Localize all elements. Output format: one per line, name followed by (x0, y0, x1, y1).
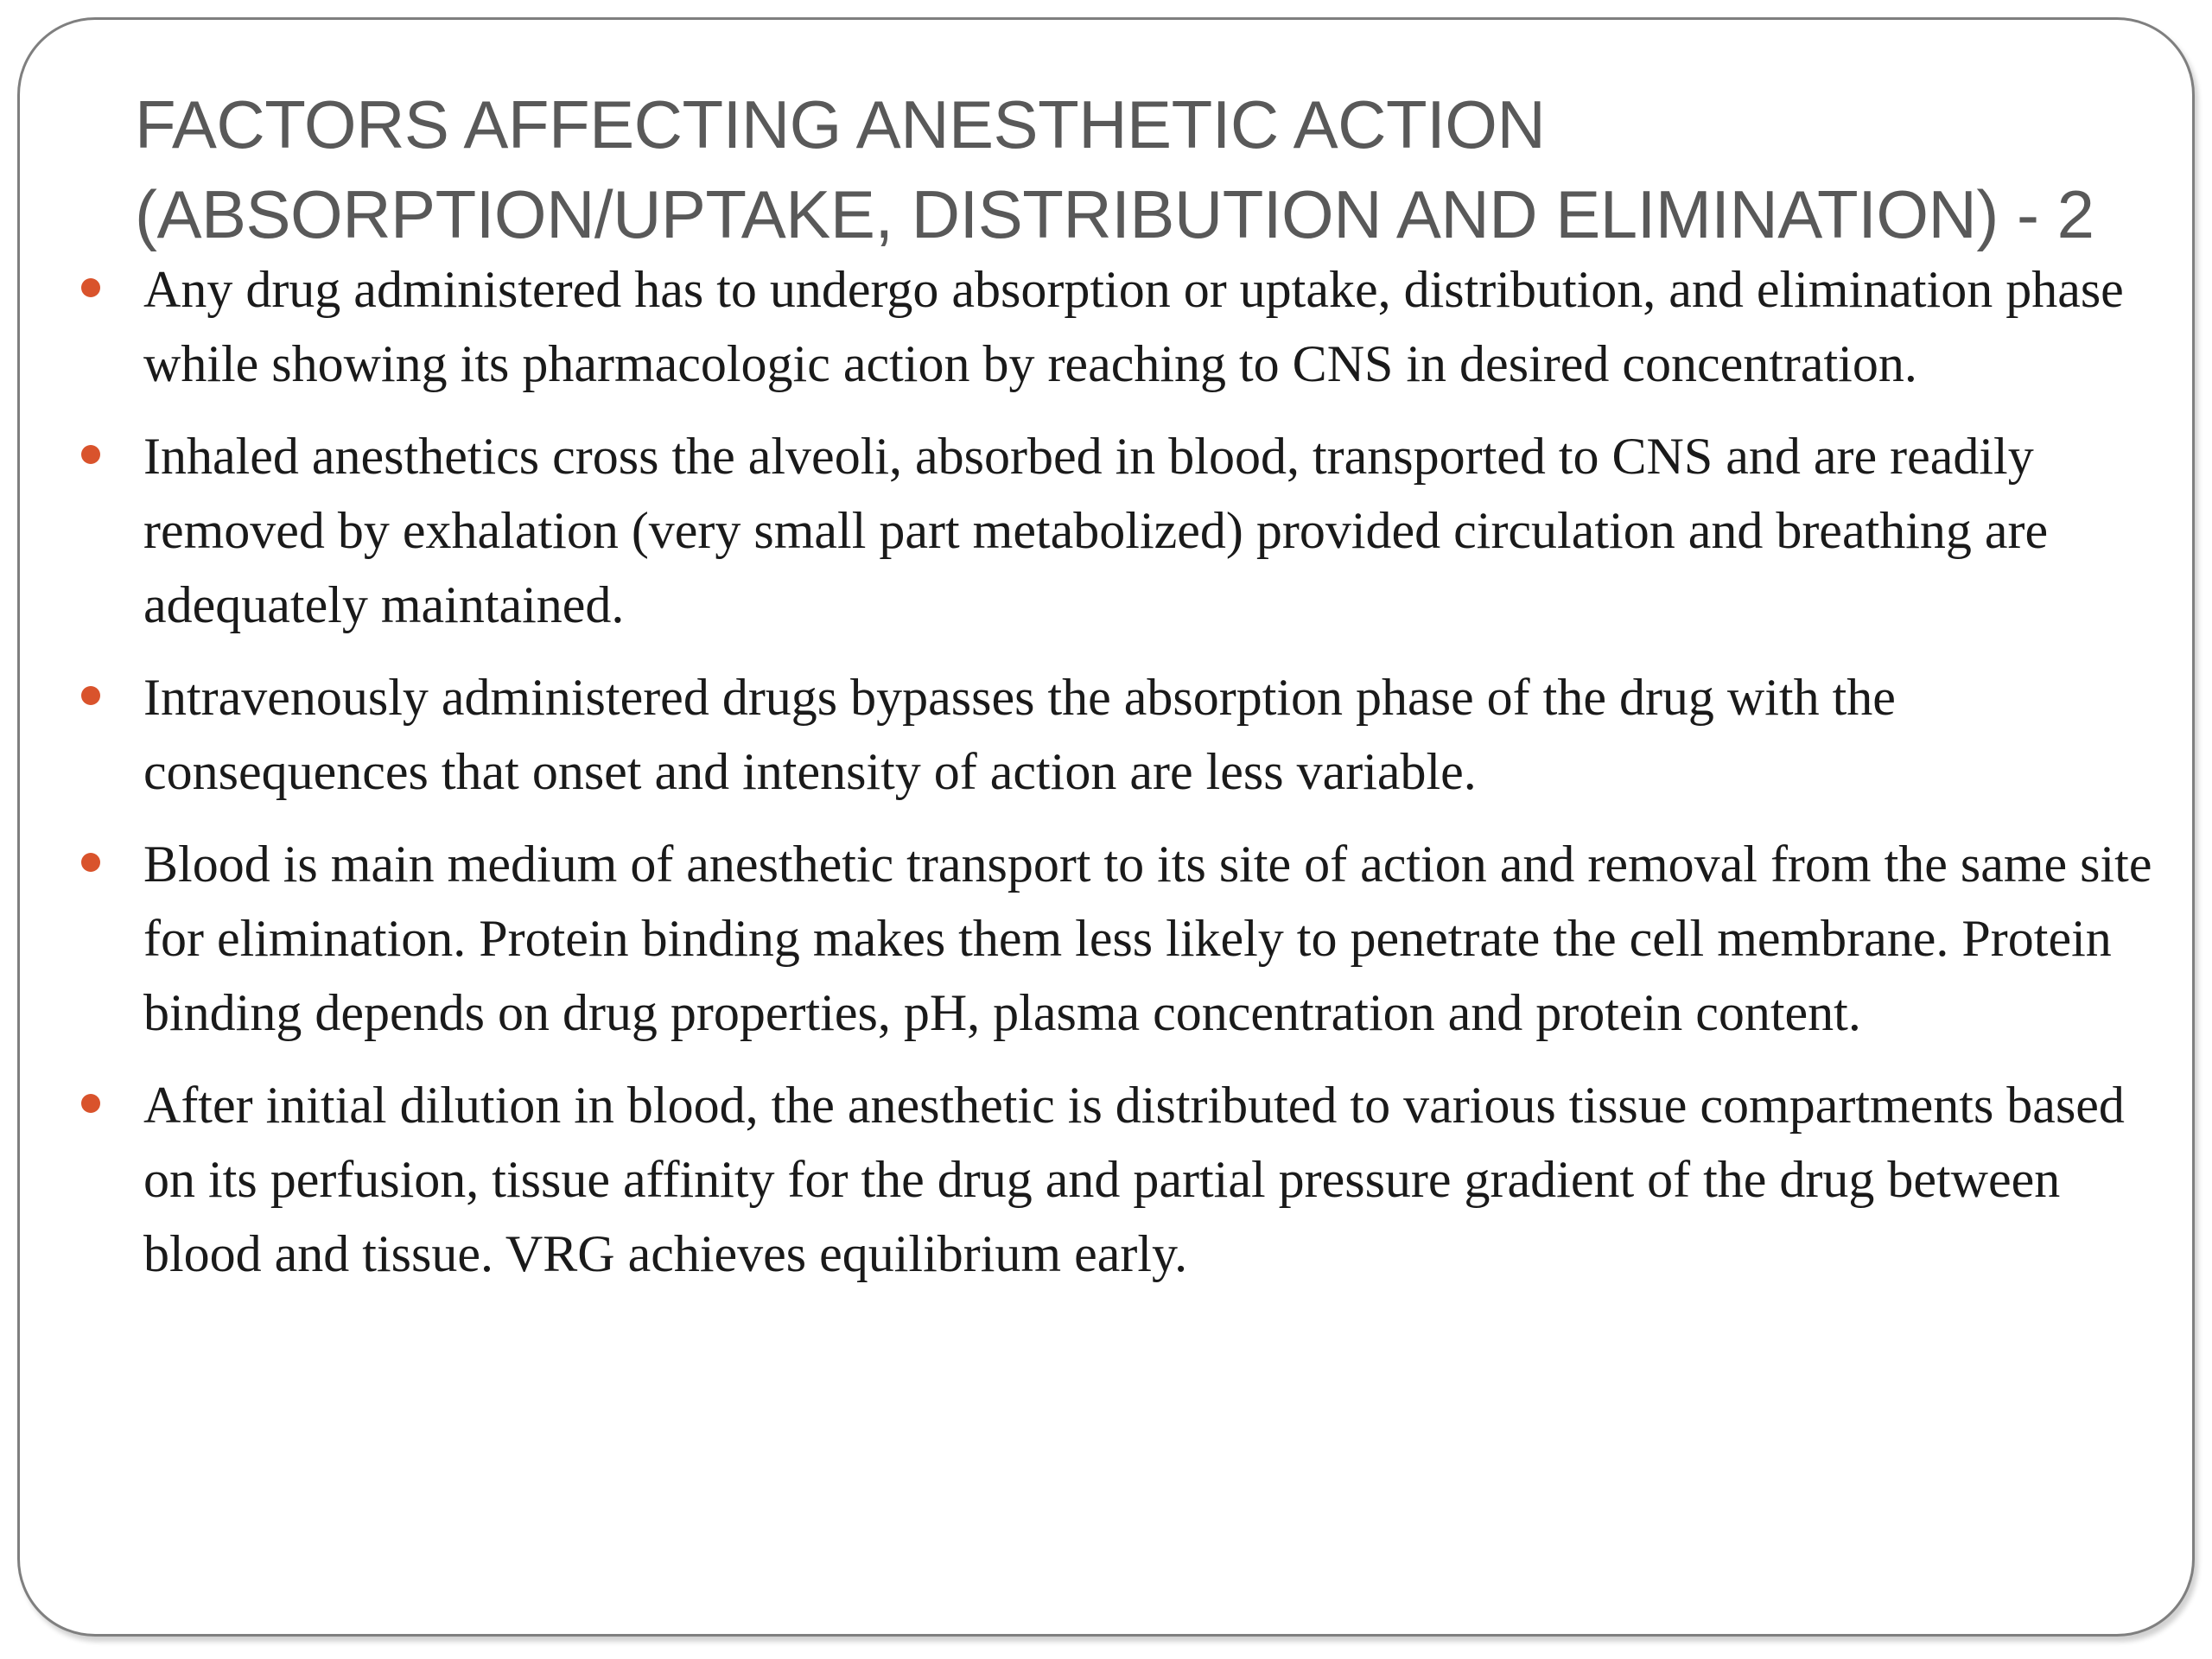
bullet-item (143, 252, 2157, 401)
bullet-text: Inhaled anesthetics cross the alveoli, absorbed in blood, transported to CNS and are readily removed by exhalation (very small part metabolized) provided circulation and breathing are adequately maintained. (143, 428, 2049, 633)
bullet-text: Intravenously administered drugs bypasses the absorption phase of the drug with the consequences that onset and intensity of action are less variable. (143, 669, 1896, 800)
bullet-item (143, 827, 2157, 1050)
bullet-item (143, 1068, 2157, 1291)
bullet-list (143, 252, 2157, 1309)
bullet-text: Blood is main medium of anesthetic transport to its site of action and removal from the same site for elimination. Protein binding makes them less likely to penetrate the cell membrane. Protein binding depends on drug properties, pH, plasma concentration and protein content. (143, 836, 2152, 1041)
bullet-item (143, 419, 2157, 642)
bullet-text: Any drug administered has to undergo absorption or uptake, distribution, and elimination phase while showing its pharmacologic action by reaching to CNS in desired concentration. (143, 261, 2124, 392)
bullet-dot-icon (81, 445, 100, 464)
bullet-dot-icon (81, 1094, 100, 1113)
slide-title-line-1: FACTORS AFFECTING ANESTHETIC ACTION (135, 86, 1546, 162)
slide-title (135, 79, 2122, 259)
bullet-dot-icon (81, 278, 100, 297)
bullet-dot-icon (81, 853, 100, 872)
bullet-text: After initial dilution in blood, the anesthetic is distributed to various tissue compartments based on its perfusion, tissue affinity for the drug and partial pressure gradient of the drug between blood and tissue. VRG achieves equilibrium early. (143, 1077, 2125, 1282)
bullet-item (143, 660, 2157, 809)
slide-title-line-2: (ABSORPTION/UPTAKE, DISTRIBUTION AND ELIMINATION) - 2 (135, 176, 2094, 252)
bullet-dot-icon (81, 686, 100, 705)
